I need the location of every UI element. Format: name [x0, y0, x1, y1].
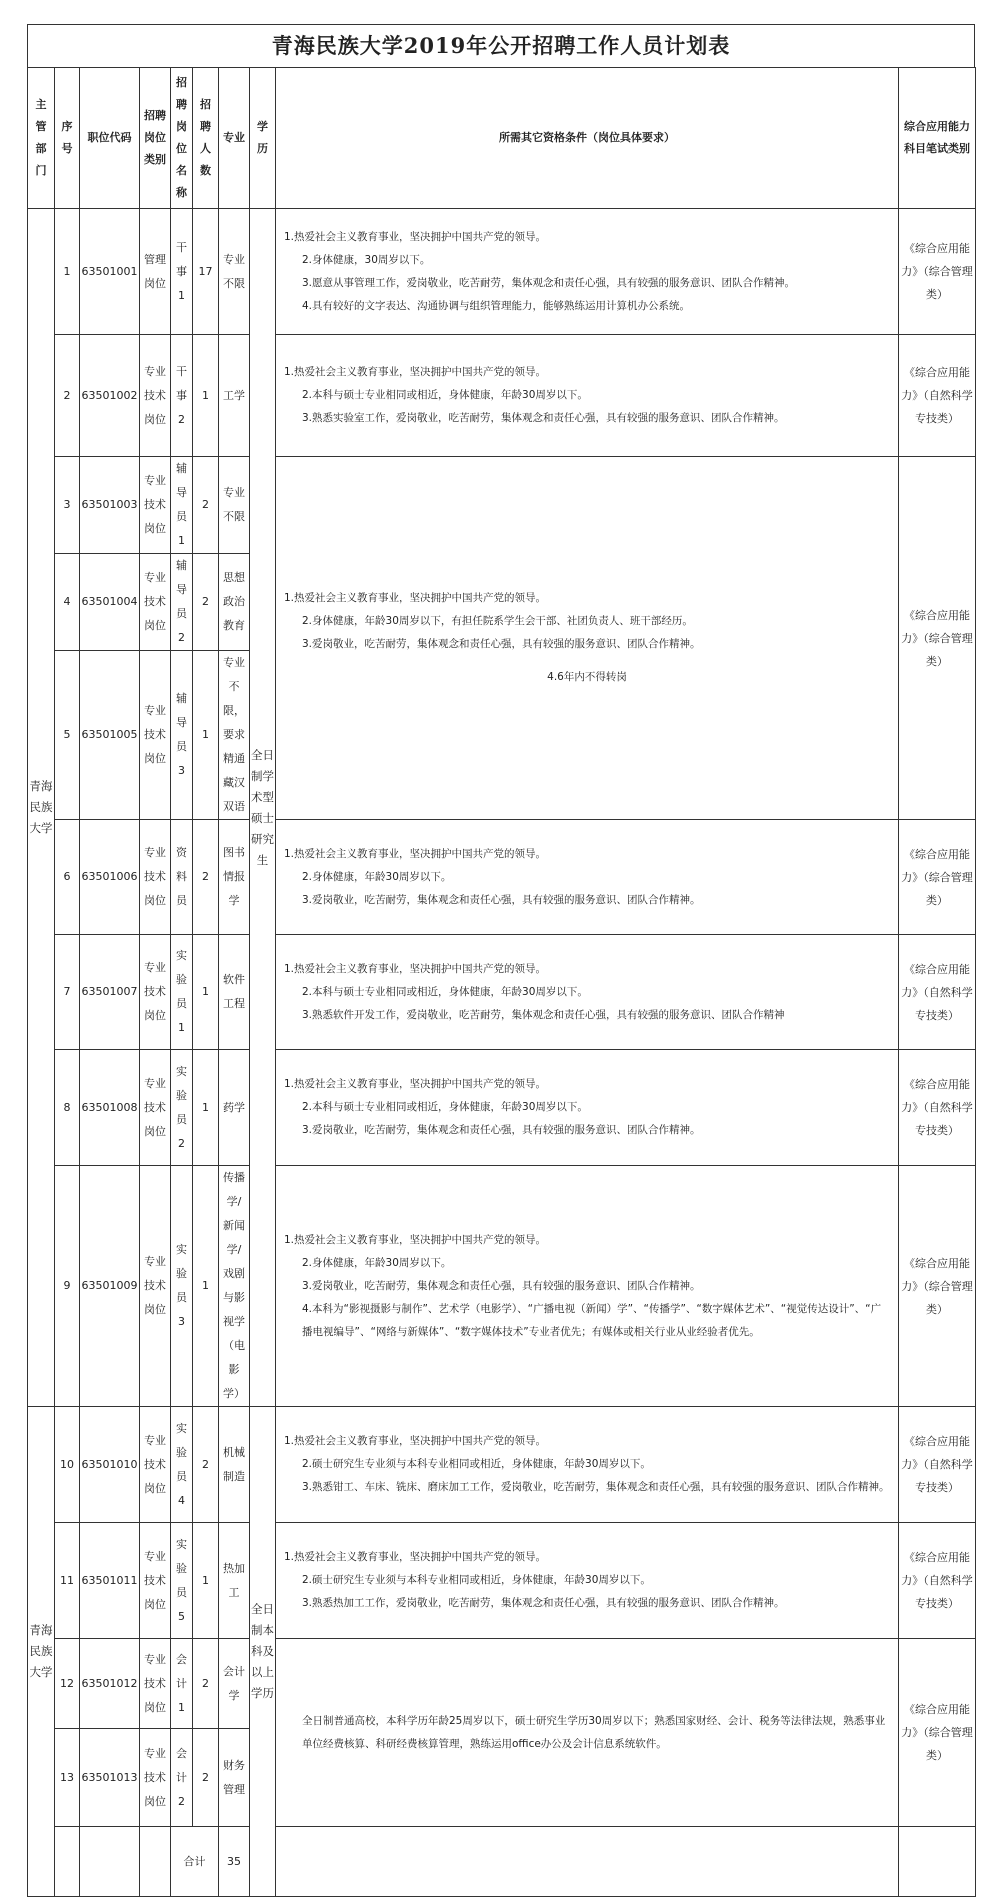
row-count: 1	[193, 1166, 219, 1407]
row-no: 5	[55, 651, 80, 820]
req-line: 3.爱岗敬业，吃苦耐劳，集体观念和责任心强，具有较强的服务意识、团队合作精神。	[302, 1279, 701, 1292]
req-line: 2.身体健康，年龄30周岁以下。	[302, 870, 452, 883]
exam-cell: 《综合应用能力》（自然科学专技类）	[899, 935, 976, 1050]
req-line: 2.本科与硕士专业相同或相近，身体健康，年龄30周岁以下。	[302, 1101, 588, 1113]
req-line: 1.热爱社会主义教育事业，坚决拥护中国共产党的领导。	[284, 1078, 547, 1090]
table-row	[28, 935, 976, 1050]
row-count: 1	[193, 935, 219, 1050]
row-no: 9	[55, 1166, 80, 1407]
empty-cell	[55, 1827, 80, 1897]
plan-sheet	[27, 24, 975, 1897]
header-requirements: 所需其它资格条件（岗位具体要求）	[276, 68, 899, 209]
row-no: 13	[55, 1729, 80, 1827]
row-major: 专业不限	[219, 457, 250, 554]
row-major: 工学	[219, 335, 250, 457]
row-post-name: 辅导员3	[171, 651, 193, 820]
row-post-type: 专业技术岗位	[140, 1729, 171, 1827]
exam-cell: 《综合应用能力》（综合管理类）	[899, 209, 976, 335]
req-line: 3.熟悉钳工、车床、铣床、磨床加工工作，爱岗敬业，吃苦耐劳，集体观念和责任心强，具有较强的服务意识、团队合作精神。	[302, 1481, 890, 1493]
req-line: 2.硕士研究生专业须与本科专业相同或相近，身体健康，年龄30周岁以下。	[302, 1574, 651, 1586]
row-no: 8	[55, 1050, 80, 1166]
row-post-type: 管理岗位	[140, 209, 171, 335]
req-line: 1.热爱社会主义教育事业，坚决拥护中国共产党的领导。	[284, 847, 547, 860]
row-no: 7	[55, 935, 80, 1050]
row-post-name: 实验员1	[171, 935, 193, 1050]
requirements-cell	[276, 209, 899, 335]
req-line: 1.热爱社会主义教育事业，坚决拥护中国共产党的领导。	[284, 230, 547, 243]
header-dept: 主管部门	[28, 68, 55, 209]
row-code: 63501003	[80, 457, 140, 554]
table-row	[28, 1407, 976, 1523]
row-code: 63501009	[80, 1166, 140, 1407]
row-code: 63501004	[80, 554, 140, 651]
total-row	[28, 1827, 976, 1897]
row-count: 1	[193, 335, 219, 457]
row-major: 专业不限	[219, 209, 250, 335]
row-post-type: 专业技术岗位	[140, 820, 171, 935]
row-count: 2	[193, 1407, 219, 1523]
row-post-name: 实验员2	[171, 1050, 193, 1166]
req-line: 2.本科与硕士专业相同或相近，身体健康，年龄30周岁以下。	[302, 985, 588, 998]
row-post-type: 专业技术岗位	[140, 935, 171, 1050]
row-major: 热加工	[219, 1523, 250, 1639]
row-no: 11	[55, 1523, 80, 1639]
total-value: 35	[219, 1827, 250, 1897]
req-line: 3.熟悉实验室工作，爱岗敬业，吃苦耐劳，集体观念和责任心强，具有较强的服务意识、团队合作精神。	[302, 412, 785, 424]
dept-cell: 青海民族大学	[28, 209, 55, 1407]
header-major: 专业	[219, 68, 250, 209]
row-post-type: 专业技术岗位	[140, 335, 171, 457]
requirements-cell	[276, 457, 899, 820]
row-post-type: 专业技术岗位	[140, 651, 171, 820]
exam-cell: 《综合应用能力》（自然科学专技类）	[899, 1407, 976, 1523]
row-code: 63501005	[80, 651, 140, 820]
row-no: 12	[55, 1639, 80, 1729]
row-code: 63501006	[80, 820, 140, 935]
requirements-cell	[276, 1050, 899, 1166]
empty-cell	[276, 1827, 899, 1897]
header-post-type: 招聘岗位类别	[140, 68, 171, 209]
table-row	[28, 457, 976, 554]
row-code: 63501002	[80, 335, 140, 457]
row-post-name: 干事2	[171, 335, 193, 457]
row-major: 图书情报学	[219, 820, 250, 935]
total-label: 合计	[171, 1827, 219, 1897]
row-post-type: 专业技术岗位	[140, 1407, 171, 1523]
row-no: 1	[55, 209, 80, 335]
req-line: 4.本科为“影视摄影与制作”、艺术学（电影学）、“广播电视（新闻）学”、“传播学”、“数字媒体艺术”、“视觉传达设计”、“广播电视编导”、“网络与新媒体”、“数字媒体技术”专业者优先；有媒体或相关行业从业经验者优先。	[302, 1302, 882, 1338]
row-post-type: 专业技术岗位	[140, 1050, 171, 1166]
row-post-type: 专业技术岗位	[140, 457, 171, 554]
row-post-name: 实验员3	[171, 1166, 193, 1407]
table-row	[28, 1639, 976, 1729]
row-major: 专业不限，要求精通藏汉双语	[219, 651, 250, 820]
req-line: 全日制普通高校，本科学历年龄25周岁以下，硕士研究生学历30周岁以下；熟悉国家财经、会计、税务等法律法规，熟悉事业单位经费核算、科研经费核算管理，熟练运用office办公及会计信息系统软件。	[302, 1714, 886, 1750]
row-post-name: 辅导员1	[171, 457, 193, 554]
row-code: 63501011	[80, 1523, 140, 1639]
header-edu: 学历	[250, 68, 276, 209]
row-code: 63501012	[80, 1639, 140, 1729]
row-post-name: 干事1	[171, 209, 193, 335]
req-line: 2.身体健康，年龄30周岁以下，有担任院系学生会干部、社团负责人、班干部经历。	[302, 615, 693, 627]
header-row	[28, 68, 976, 209]
row-post-name: 资料员	[171, 820, 193, 935]
req-line: 2.硕士研究生专业须与本科专业相同或相近，身体健康，年龄30周岁以下。	[302, 1458, 651, 1470]
req-line: 4.6年内不得转岗	[547, 671, 627, 683]
row-code: 63501008	[80, 1050, 140, 1166]
row-post-type: 专业技术岗位	[140, 1166, 171, 1407]
table-row	[28, 820, 976, 935]
req-line: 3.熟悉软件开发工作，爱岗敬业，吃苦耐劳，集体观念和责任心强，具有较强的服务意识、团队合作精神	[302, 1008, 785, 1021]
row-count: 2	[193, 820, 219, 935]
row-code: 63501001	[80, 209, 140, 335]
row-count: 17	[193, 209, 219, 335]
req-line: 1.热爱社会主义教育事业，坚决拥护中国共产党的领导。	[284, 1551, 547, 1563]
row-code: 63501010	[80, 1407, 140, 1523]
row-post-name: 实验员5	[171, 1523, 193, 1639]
row-post-type: 专业技术岗位	[140, 1639, 171, 1729]
row-major: 机械制造	[219, 1407, 250, 1523]
row-count: 1	[193, 651, 219, 820]
requirements-cell	[276, 1523, 899, 1639]
page-title: 青海民族大学2019年公开招聘工作人员计划表	[27, 24, 975, 67]
req-line: 1.热爱社会主义教育事业，坚决拥护中国共产党的领导。	[284, 1233, 547, 1246]
exam-cell: 《综合应用能力》（综合管理类）	[899, 1166, 976, 1407]
edu-cell-master: 全日制学术型硕士研究生	[250, 209, 276, 1407]
requirements-cell	[276, 1407, 899, 1523]
row-post-name: 会计2	[171, 1729, 193, 1827]
exam-cell: 《综合应用能力》（综合管理类）	[899, 1639, 976, 1827]
row-major: 财务管理	[219, 1729, 250, 1827]
table-row	[28, 209, 976, 335]
requirements-cell	[276, 1166, 899, 1407]
req-line: 2.身体健康，30周岁以下。	[302, 253, 431, 266]
row-no: 2	[55, 335, 80, 457]
req-line: 3.爱岗敬业，吃苦耐劳，集体观念和责任心强，具有较强的服务意识、团队合作精神。	[302, 893, 701, 906]
recruitment-table	[27, 67, 976, 1897]
req-line: 1.热爱社会主义教育事业，坚决拥护中国共产党的领导。	[284, 1435, 547, 1447]
row-code: 63501007	[80, 935, 140, 1050]
req-line: 3.熟悉热加工工作，爱岗敬业，吃苦耐劳，集体观念和责任心强，具有较强的服务意识、团队合作精神。	[302, 1597, 785, 1609]
req-line: 4.具有较好的文字表达、沟通协调与组织管理能力，能够熟练运用计算机办公系统。	[302, 299, 691, 312]
exam-cell: 《综合应用能力》（自然科学专技类）	[899, 1050, 976, 1166]
table-row	[28, 1166, 976, 1407]
row-major: 软件工程	[219, 935, 250, 1050]
table-row	[28, 1050, 976, 1166]
row-no: 6	[55, 820, 80, 935]
row-post-name: 辅导员2	[171, 554, 193, 651]
row-post-name: 会计1	[171, 1639, 193, 1729]
requirements-cell	[276, 335, 899, 457]
row-count: 2	[193, 554, 219, 651]
exam-cell: 《综合应用能力》（综合管理类）	[899, 457, 976, 820]
header-post-name: 招聘岗位名称	[171, 68, 193, 209]
row-no: 3	[55, 457, 80, 554]
row-major: 传播学/新闻学/戏剧与影视学（电影学）	[219, 1166, 250, 1407]
row-major: 会计学	[219, 1639, 250, 1729]
exam-cell: 《综合应用能力》（综合管理类）	[899, 820, 976, 935]
req-line: 1.热爱社会主义教育事业，坚决拥护中国共产党的领导。	[284, 962, 547, 975]
requirements-cell	[276, 820, 899, 935]
row-post-type: 专业技术岗位	[140, 1523, 171, 1639]
edu-cell-bachelor: 全日制本科及以上学历	[250, 1407, 276, 1897]
row-code: 63501013	[80, 1729, 140, 1827]
header-code: 职位代码	[80, 68, 140, 209]
row-count: 2	[193, 1729, 219, 1827]
row-major: 药学	[219, 1050, 250, 1166]
req-line: 3.爱岗敬业，吃苦耐劳，集体观念和责任心强，具有较强的服务意识、团队合作精神。	[302, 638, 701, 650]
row-count: 2	[193, 1639, 219, 1729]
row-no: 10	[55, 1407, 80, 1523]
req-line: 1.热爱社会主义教育事业，坚决拥护中国共产党的领导。	[284, 366, 547, 378]
req-line: 3.愿意从事管理工作，爱岗敬业，吃苦耐劳，集体观念和责任心强，具有较强的服务意识、团队合作精神。	[302, 276, 796, 289]
empty-cell	[899, 1827, 976, 1897]
row-post-name: 实验员4	[171, 1407, 193, 1523]
req-line: 3.爱岗敬业，吃苦耐劳，集体观念和责任心强，具有较强的服务意识、团队合作精神。	[302, 1124, 701, 1136]
row-no: 4	[55, 554, 80, 651]
req-line: 1.热爱社会主义教育事业，坚决拥护中国共产党的领导。	[284, 592, 547, 604]
row-major: 思想政治教育	[219, 554, 250, 651]
header-exam: 综合应用能力科目笔试类别	[899, 68, 976, 209]
req-line: 2.本科与硕士专业相同或相近，身体健康，年龄30周岁以下。	[302, 389, 588, 401]
row-count: 1	[193, 1050, 219, 1166]
table-row	[28, 335, 976, 457]
empty-cell	[140, 1827, 171, 1897]
req-line: 2.身体健康，年龄30周岁以下。	[302, 1256, 452, 1269]
exam-cell: 《综合应用能力》（自然科学专技类）	[899, 335, 976, 457]
row-count: 2	[193, 457, 219, 554]
row-post-type: 专业技术岗位	[140, 554, 171, 651]
dept-cell: 青海民族大学	[28, 1407, 55, 1897]
table-row	[28, 1523, 976, 1639]
header-no: 序号	[55, 68, 80, 209]
requirements-cell	[276, 1639, 899, 1827]
requirements-cell	[276, 935, 899, 1050]
header-count: 招聘人数	[193, 68, 219, 209]
exam-cell: 《综合应用能力》（自然科学专技类）	[899, 1523, 976, 1639]
empty-cell	[80, 1827, 140, 1897]
row-count: 1	[193, 1523, 219, 1639]
